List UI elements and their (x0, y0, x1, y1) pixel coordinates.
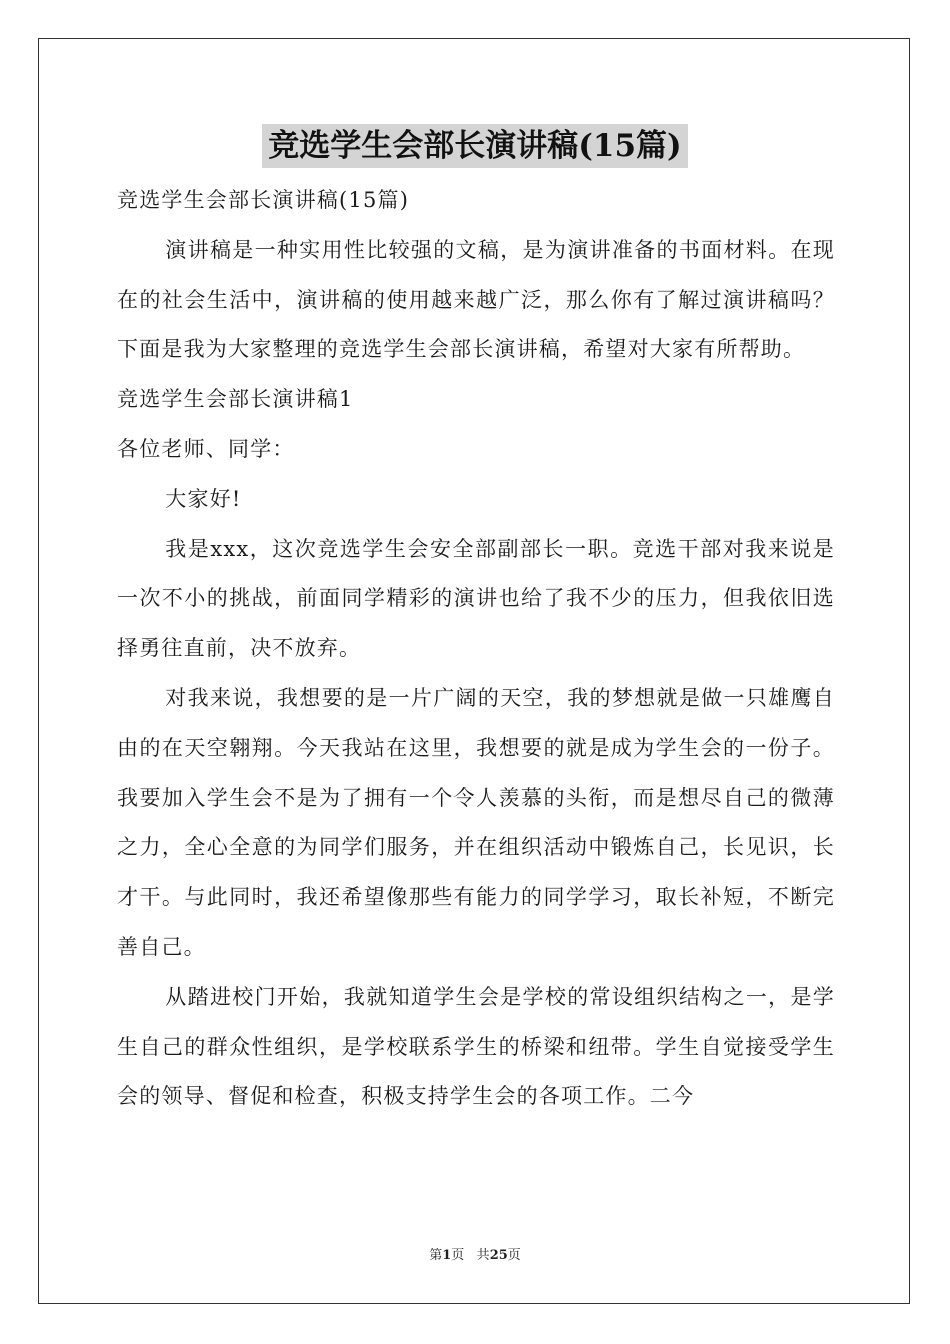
document-title: 竞选学生会部长演讲稿(15篇) (262, 124, 687, 168)
body-paragraph: 竞选学生会部长演讲稿(15篇) (117, 188, 410, 212)
footer-total-prefix: 共 (476, 1248, 490, 1263)
body-paragraph: 竞选学生会部长演讲稿1 (117, 387, 354, 412)
footer-total-suffix: 页 (507, 1248, 521, 1263)
footer-total-pages: 25 (489, 1248, 508, 1263)
body-paragraph: 从踏进校门开始，我就知道学生会是学校的常设组织结构之一，是学生自己的群众性组织，是学校联系学生的桥梁和纽带。学生自觉接受学生会的领导、督促和检查，积极支持学生会的各项工作。二今 (117, 984, 835, 1109)
body-paragraph: 对我来说，我想要的是一片广阔的天空，我的梦想就是做一只雄鹰自由的在天空翱翔。今天我站在这里，我想要的就是成为学生会的一份子。我要加入学生会不是为了拥有一个令人羡慕的头衔，而是想尽自己的微薄之力，全心全意的为同学们服务，并在组织活动中锻炼自己，长见识，长才干。与此同时，我还希望像那些有能力的同学学习，取长补短，不断完善自己。 (117, 685, 835, 959)
body-paragraph: 演讲稿是一种实用性比较强的文稿，是为演讲准备的书面材料。在现在的社会生活中，演讲稿的使用越来越广泛，那么你有了解过演讲稿吗？下面是我为大家整理的竞选学生会部长演讲稿，希望对大家有所帮助。 (117, 237, 835, 362)
footer-page-number: 1 (442, 1248, 452, 1263)
title-container (0, 124, 950, 168)
body-paragraph: 我是xxx，这次竞选学生会安全部副部长一职。竞选干部对我来说是一次不小的挑战，前面同学精彩的演讲也给了我不少的压力，但我依旧选择勇往直前，决不放弃。 (117, 536, 835, 661)
page-footer (0, 1244, 950, 1263)
body-paragraph: 大家好! (165, 486, 242, 511)
document-body (117, 176, 835, 1122)
footer-page-suffix: 页 (451, 1248, 465, 1263)
footer-page-prefix: 第 (429, 1248, 443, 1263)
body-paragraph: 各位老师、同学： (117, 436, 295, 461)
